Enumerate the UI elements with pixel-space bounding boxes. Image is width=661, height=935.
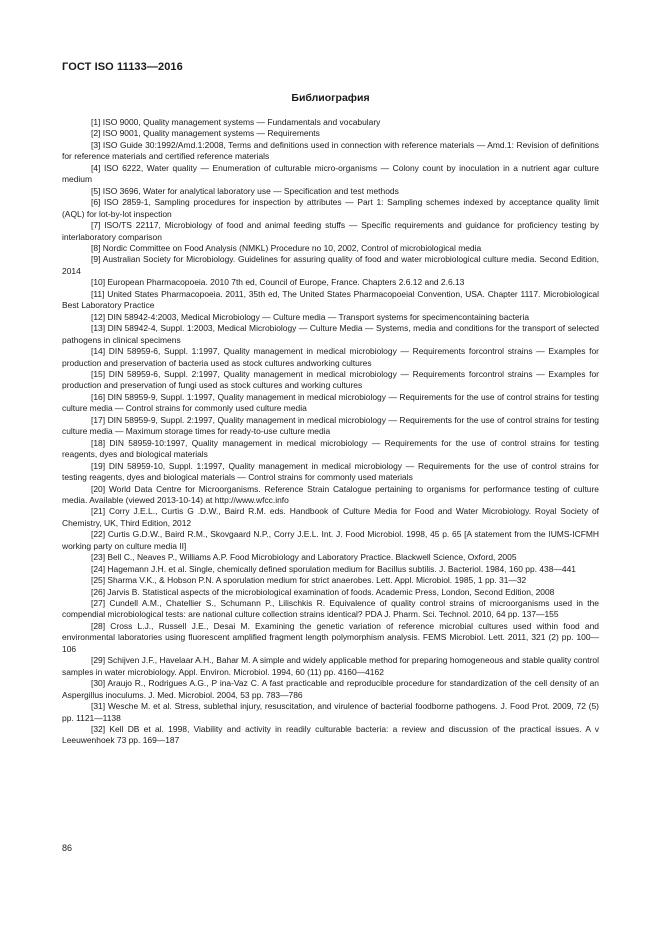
bibliography-entry: [12] DIN 58942-4:2003, Medical Microbiology — Culture media — Transport systems for specimencontaining bacteria [91, 311, 530, 322]
bibliography-entry: [2] ISO 9001, Quality management systems — Requirements [91, 128, 320, 139]
bibliography-entry: [18] DIN 58959-10:1997, Quality management in medical microbiology — Requirements for the use of control strains for testing reagents, dyes and biological materials [62, 437, 599, 460]
bibliography-entry: [5] ISO 3696, Water for analytical laboratory use — Specification and test methods [91, 185, 399, 196]
bibliography-entry: [16] DIN 58959-9, Suppl. 1:1997, Quality management in medical microbiology — Requirements for the use of control strains for testing culture media — Control strains for commonly used culture media [62, 391, 599, 414]
bibliography-entry: [31] Wesche M. et al. Stress, sublethal injury, resuscitation, and virulence of bacterial foodborne pathogens. J. Food Prot. 2009, 72 (5) pp. 1121—1138 [62, 701, 599, 723]
bibliography-entry: [8] Nordic Committee on Food Analysis (NMKL) Procedure no 10, 2002, Control of microbiological media [91, 242, 482, 253]
document-header: ГОСТ ISO 11133—2016 [62, 61, 183, 73]
bibliography-entry: [10] European Pharmacopoeia. 2010 7th ed, Council of Europe, France. Chapters 2.6.12 and 2.6.13 [91, 277, 465, 288]
bibliography-entry: [27] Cundell A.M., Chatellier S., Schumann P., Lilischkis R. Equivalence of quality control strains of microorganisms used in the compendial microbiological tests: are national culture collection strains identical? PDA J. Pharm. Sci. Technol. 2010, 64 pp. 137—155 [62, 598, 599, 620]
bibliography-entry: [11] United States Pharmacopoeia. 2011, 35th ed, The United States Pharmacopoeial Convention, USA. Chapter 1117. Microbiological Best Laboratory Practice [62, 288, 599, 311]
bibliography-entry: [6] ISO 2859-1, Sampling procedures for inspection by attributes — Part 1: Sampling schemes indexed by acceptance quality limit (AQL) for lot-by-lot inspection [62, 197, 599, 219]
bibliography-entry: [28] Cross L.J., Russell J.E., Desai M. Examining the genetic variation of reference microbial cultures used within food and environmental laboratories using fluorescent amplified fragment length polymorphism analysis. FEMS Microbiol. Lett. 2011, 321 (2) pp. 100—106 [62, 620, 599, 654]
bibliography-entry: [1] ISO 9000, Quality management systems — Fundamentals and vocabulary [91, 117, 381, 127]
bibliography-entry: [19] DIN 58959-10, Suppl. 1:1997, Quality management in medical microbiology — Requirements for the use of control strains for testing reagents, dyes and biological materials — Control strains for commonly used materials [62, 460, 599, 483]
bibliography-entry: [23] Bell C., Neaves P., Williams A.P. Food Microbiology and Laboratory Practice. Blackwell Science, Oxford, 2005 [91, 552, 517, 563]
bibliography-entry: [3] ISO Guide 30:1992/Amd.1:2008, Terms and definitions used in connection with reference materials — Amd.1: Revision of definitions for reference materials and certified reference materials [62, 139, 599, 162]
bibliography-entry: [21] Corry J.E.L., Curtis G .D.W., Baird R.M. eds. Handbook of Culture Media for Food and Water Microbiology. Royal Society of Chemistry, UK, Third Edition, 2012 [62, 506, 599, 528]
page-number: 86 [62, 843, 73, 853]
page-title: Библиография [291, 92, 370, 104]
bibliography-entry: [29] Schijven J.F., Havelaar A.H., Bahar M. A simple and widely applicable method for preparing homogeneous and stable quality control samples in water microbiology. Appl. Environ. Microbiol. 1994, 60 (11) pp. 4160—4162 [62, 655, 599, 677]
bibliography-entry: [14] DIN 58959-6, Suppl. 1:1997, Quality management in medical microbiology — Requirements forcontrol strains — Examples for production and preservation of bacteria used as stock cultures andworking cultures [62, 346, 599, 368]
bibliography-entry: [9] Australian Society for Microbiology. Guidelines for assuring quality of food and water microbiological culture media. Second Edition, 2014 [62, 254, 599, 276]
bibliography-entry: [24] Hagemann J.H. et al. Single, chemically defined sporulation medium for Bacillus subtilis. J. Bacteriol. 1984, 160 pp. 438—441 [91, 563, 576, 574]
bibliography-entry: [26] Jarvis B. Statistical aspects of the microbiological examination of foods. Academic Press, London, Second Edition, 2008 [91, 586, 555, 597]
bibliography-entry: [25] Sharma V.K., & Hobson P.N. A sporulation medium for strict anaerobes. Lett. Appl. Microbiol. 1985, 1 pp. 31—32 [91, 575, 527, 586]
bibliography-entry: [32] Kell DB et al. 1998, Viability and activity in readily culturable bacteria: a review and discussion of the practical issues. A v Leeuwenhoek 73 pp. 169—187 [62, 724, 599, 746]
bibliography-entry: [15] DIN 58959-6, Suppl. 2:1997, Quality management in medical microbiology — Requirements forcontrol strains — Examples for production and preservation of fungi used as stock cultures and working cultures [62, 368, 599, 391]
bibliography-entry: [17] DIN 58959-9, Suppl. 2:1997, Quality management in medical microbiology — Requirements for the use of control strains for testing culture media — Maximum storage times for ready-to-use culture media [62, 414, 599, 437]
bibliography-entry: [4] ISO 6222, Water quality — Enumeration of culturable micro-organisms — Colony count by inoculation in a nutrient agar culture medium [62, 162, 599, 185]
bibliography-entry: [13] DIN 58942-4, Suppl. 1:2003, Medical Microbiology — Culture Media — Systems, media and conditions for the transport of selected pathogens in clinical specimens [62, 323, 599, 345]
bibliography-list [62, 117, 599, 747]
bibliography-entry: [30] Araujo R., Rodrigues A.G., P ina-Vaz C. A fast practicable and reproducible procedure for standardization of the cell density of an Aspergillus inoculums. J. Med. Microbiol. 2004, 53 pp. 783—786 [62, 678, 599, 700]
bibliography-entry: [22] Curtis G.D.W., Baird R.M., Skovgaard N.P., Corry J.E.L. Int. J. Food Microbiol. 1998, 45 p. 65 [A statement from the IUMS-ICFMH working party on culture media II] [62, 529, 599, 551]
bibliography-entry: [20] World Data Centre for Microorganisms. Reference Strain Catalogue pertaining to organisms for performance testing of culture media. Available (viewed 2013-10-14) at http://www.wfcc.info [62, 483, 599, 505]
bibliography-entry: [7] ISO/TS 22117, Microbiology of food and animal feeding stuffs — Specific requirements and guidance for proficiency testing by interlaboratory comparison [62, 220, 599, 242]
